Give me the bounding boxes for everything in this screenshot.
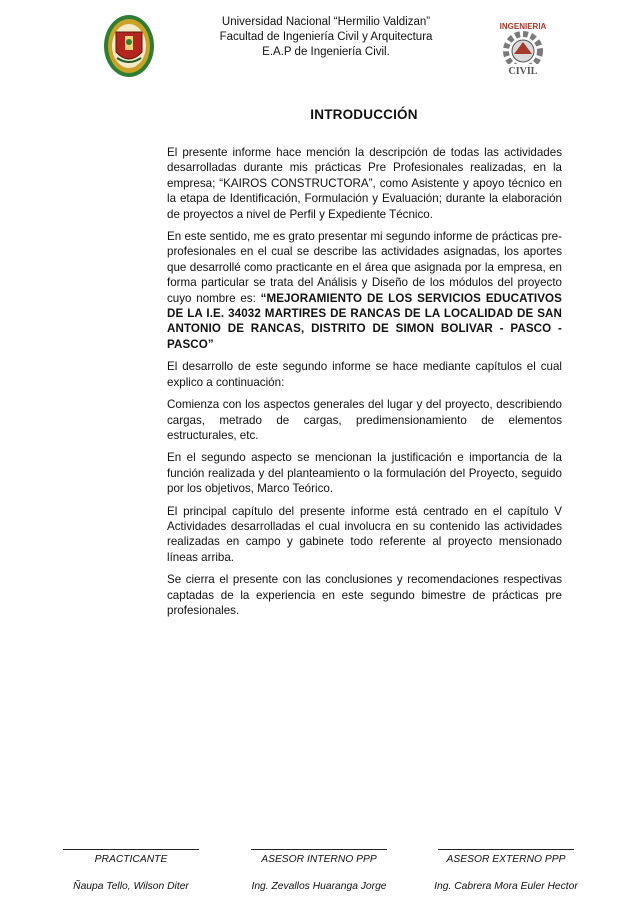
signature-role: ASESOR INTERNO PPP — [261, 854, 377, 865]
university-seal-icon — [103, 14, 155, 78]
paragraph-1: El presente informe hace mención la descripción de todas las actividades desarrolladas durante mis prácticas Pre Profesionales realizadas, en la empresa; “KAIROS CONSTRUCTORA”, como Asistente y apoyo técnico en la etapa de Identificación, Formulación y Evaluación; durante la elaboración de proyectos a nivel de Perfil y Expediente Técnico. — [167, 146, 562, 221]
paragraph-2-text: En este sentido, me es grato presentar mi segundo informe de prácticas pre-profesionales en el cual se describe las actividades asignadas, los aportes que desarrollé como practicante en el área que asignada por la empresa, en forma particular se trata del Análisis y Diseño de los módulos del proyecto cuyo nombre es: — [167, 230, 562, 305]
project-name: “MEJORAMIENTO DE LOS SERVICIOS EDUCATIVOS DE LA I.E. 34032 MARTIRES DE RANCAS DE LA LOCALIDAD DE SAN ANTONIO DE RANCAS, DISTRITO DE SIMON BOLIVAR - PASCO - PASCO” — [167, 291, 562, 351]
institution-header — [170, 15, 482, 60]
page-title: INTRODUCCIÓN — [310, 107, 418, 122]
signature-name: Ing. Cabrera Mora Euler Hector — [434, 881, 578, 892]
signature-practicante — [57, 849, 205, 894]
logo-right-text-bottom: CIVIL — [508, 66, 538, 77]
signature-asesor-interno — [245, 849, 393, 894]
signature-line — [251, 849, 387, 850]
faculty-name: Facultad de Ingeniería Civil y Arquitectura — [219, 31, 433, 43]
document-body — [167, 145, 562, 625]
school-name: E.A.P de Ingeniería Civil. — [262, 46, 390, 58]
signature-line — [438, 849, 574, 850]
ingenieria-civil-gear-icon — [494, 18, 552, 78]
paragraph-5: En el segundo aspecto se mencionan la justificación e importancia de la función realizada y del planteamiento o la formulación del Proyecto, seguido por los objetivos, Marco Teórico. — [167, 451, 562, 496]
paragraph-2 — [167, 229, 562, 352]
paragraph-7: Se cierra el presente con las conclusiones y recomendaciones respectivas captadas de la experiencia en este segundo bimestre de prácticas pre profesionales. — [167, 573, 562, 617]
signature-role: ASESOR EXTERNO PPP — [446, 854, 566, 865]
paragraph-3: El desarrollo de este segundo informe se hace mediante capítulos el cual explico a continuación: — [167, 360, 562, 389]
signature-role: PRACTICANTE — [94, 854, 168, 865]
signature-name: Ing. Zevallos Huaranga Jorge — [251, 881, 387, 892]
paragraph-6: El principal capítulo del presente informe está centrado en el capítulo V Actividades desarrolladas el cual involucra en su contenido las actividades realizadas en campo y gabinete todo referente al proyecto mensionado líneas arriba. — [167, 504, 562, 564]
logo-right-text-top: INGENIERIA — [499, 22, 547, 31]
signature-line — [63, 849, 199, 850]
signature-asesor-externo — [432, 849, 580, 894]
signature-name: Ñaupa Tello, Wilson Diter — [73, 881, 189, 892]
paragraph-4: Comienza con los aspectos generales del lugar y del proyecto, describiendo cargas, metrado de cargas, predimensionamiento de elementos estructurales, etc. — [167, 398, 562, 442]
university-name: Universidad Nacional “Hermilio Valdizan” — [221, 16, 431, 28]
